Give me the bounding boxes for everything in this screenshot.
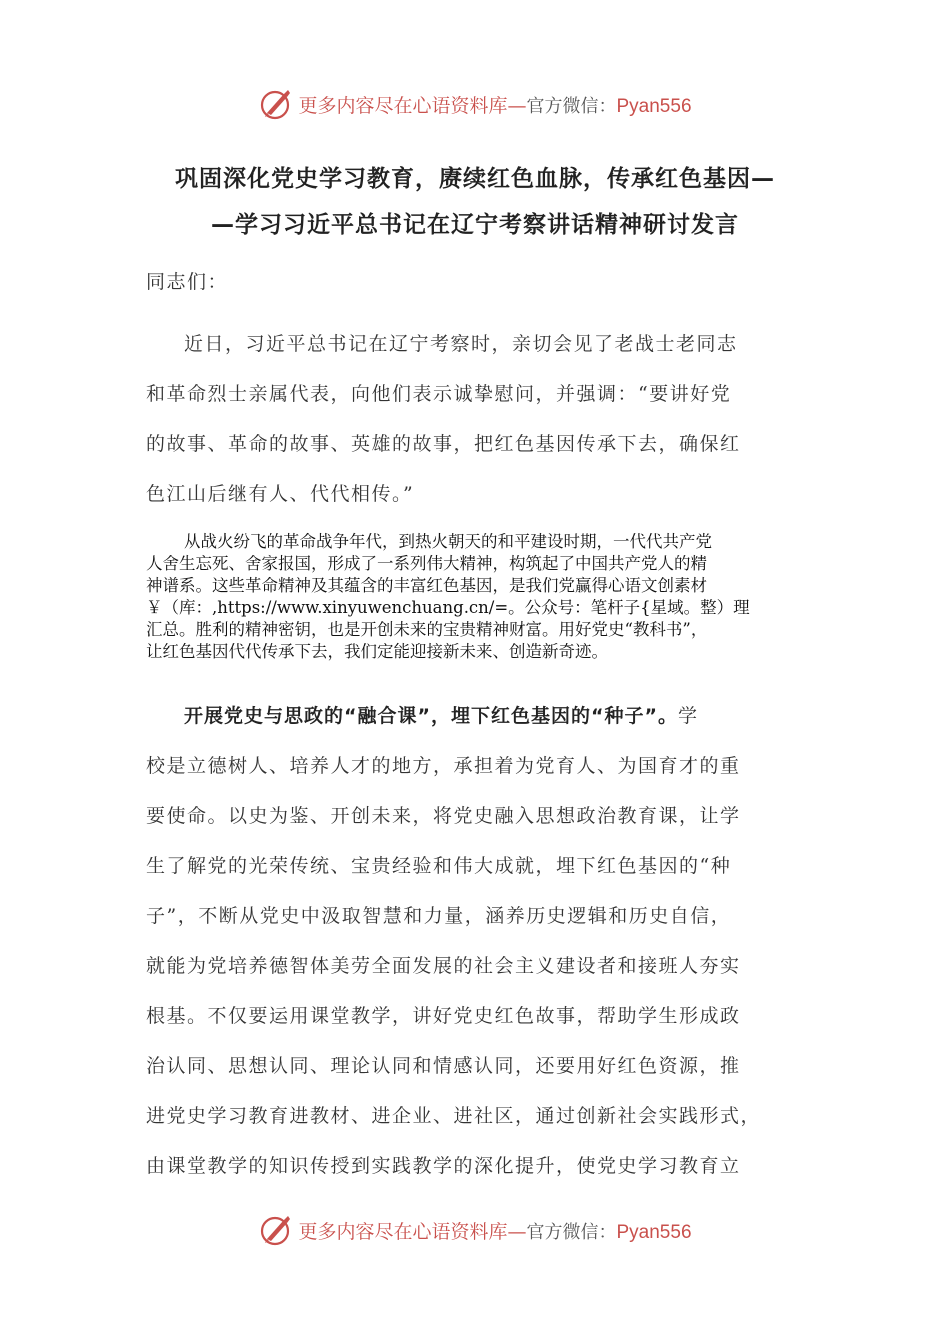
- para3-line-5: 子”，不断从党史中汲取智慧和力量，涵养历史逻辑和历史自信，: [146, 905, 732, 927]
- para3-first-tail: 学: [677, 705, 699, 727]
- para1-line-4: 色江山后继有人、代代相传。”: [146, 483, 415, 505]
- para2-line-1: 从战火纷飞的革命战争年代，到热火朝天的和平建设时期，一代代共产党: [184, 532, 712, 551]
- footer-banner-text: 更多内容尽在心语资料库—官方微信：Pyan556: [298, 1220, 692, 1243]
- pen-logo-icon: [258, 1212, 294, 1248]
- para1-line-2: 和革命烈士亲属代表，向他们表示诚挚慰问，并强调：“要讲好党: [146, 383, 732, 405]
- header-banner: [0, 84, 950, 124]
- footer-banner: [0, 1210, 950, 1250]
- para2-line-5: 汇总。胜利的精神密钥，也是开创未来的宝贵精神财富。用好党史“教科书”，: [146, 620, 708, 639]
- pen-logo-icon: [258, 86, 294, 122]
- document-title-line-2: —学习习近平总书记在辽宁考察讲话精神研讨发言: [211, 212, 739, 238]
- para1-line-1: 近日，习近平总书记在辽宁考察时，亲切会见了老战士老同志: [184, 333, 738, 355]
- para3-line-9: 进党史学习教育进教材、进企业、进社区，通过创新社会实践形式，: [146, 1105, 762, 1127]
- header-banner-text: 更多内容尽在心语资料库—官方微信：Pyan556: [298, 94, 692, 117]
- para3-line-6: 就能为党培养德智体美劳全面发展的社会主义建设者和接班人夯实: [146, 955, 741, 977]
- para2-line-4: ￥（库：,https://www.xinyuwenchuang.cn/=。公众号：笔杆子{星域。整）理: [146, 598, 750, 617]
- para3-line-2: 校是立德树人、培养人才的地方，承担着为党育人、为国育才的重: [146, 755, 741, 777]
- para1-line-3: 的故事、革命的故事、英雄的故事，把红色基因传承下去，确保红: [146, 433, 741, 455]
- para3-heading: 开展党史与思政的“融合课”，埋下红色基因的“种子”。: [184, 705, 678, 727]
- para3-line-3: 要使命。以史为鉴、开创未来，将党史融入思想政治教育课，让学: [146, 805, 741, 827]
- para3-line-8: 治认同、思想认同、理论认同和情感认同，还要用好红色资源，推: [146, 1055, 741, 1077]
- para3-line-1: [184, 704, 854, 728]
- para3-line-10: 由课堂教学的知识传授到实践教学的深化提升，使党史学习教育立: [146, 1155, 741, 1177]
- para2-line-2: 人舍生忘死、舍家报国，形成了一系列伟大精神，构筑起了中国共产党人的精: [146, 554, 707, 573]
- para2-line-6: 让红色基因代代传承下去，我们定能迎接新未来、创造新奇迹。: [146, 642, 608, 661]
- greeting: 同志们：: [146, 271, 229, 293]
- document-title-line-1: 巩固深化党史学习教育，赓续红色血脉，传承红色基因—: [175, 166, 775, 192]
- para2-line-3: 神谱系。这些革命精神及其蕴含的丰富红色基因，是我们党赢得心语文创素材: [146, 576, 707, 595]
- para3-line-4: 生了解党的光荣传统、宝贵经验和伟大成就，埋下红色基因的“种: [146, 855, 732, 877]
- para3-line-7: 根基。不仅要运用课堂教学，讲好党史红色故事，帮助学生形成政: [146, 1005, 741, 1027]
